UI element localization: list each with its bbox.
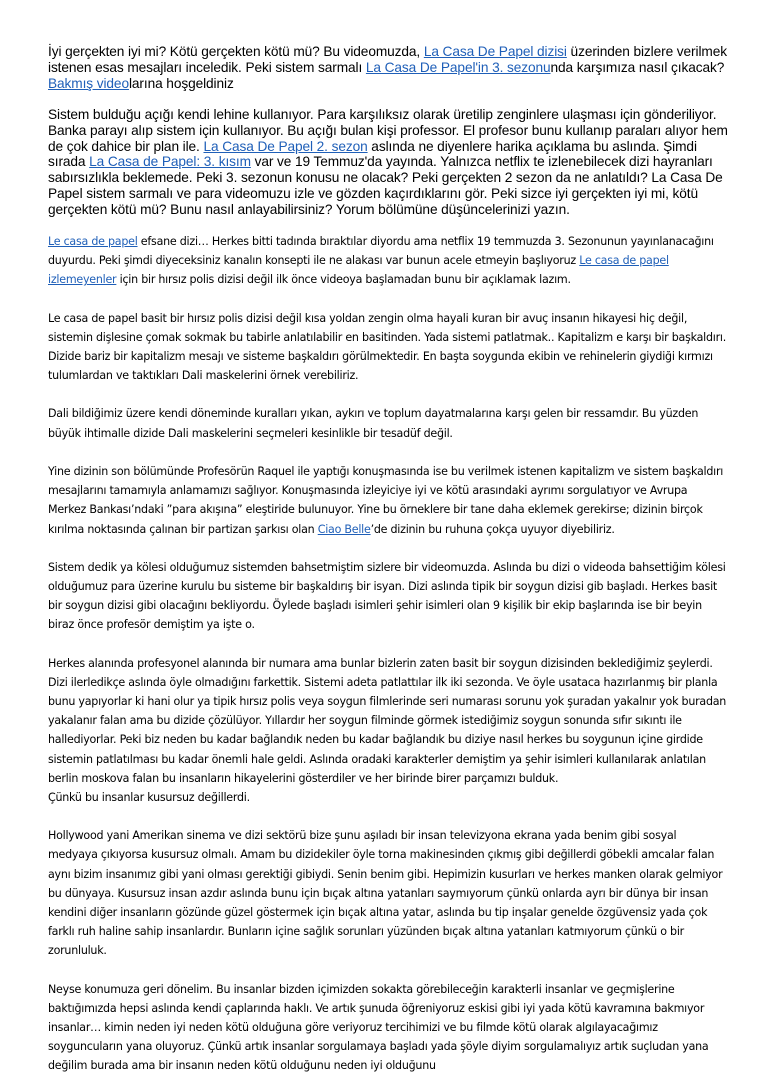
text-run: var ve 19 Temmuz'da yayında. Yalnızca netflix te izlenebilecek dizi hayranları sabırsızlıkla beklemede. Peki 3. sezonun konusu ne olacak? Peki gerçekten 2 sezon da ne anlatıldı? La Casa De Papel sistem sarmalı ve para videomuzu izle ve gözden kaçırdıklarını gör. Peki sizce iyi gerçekten iyi mi, kötü gerçekten kötü mü? Bunu nasıl anlayabilirsiniz? Yorum bölümüne düşüncelerinizi yazın. bbox=[48, 154, 723, 218]
article-paragraph-3: Dali bildiğimiz üzere kendi döneminde kuralları yıkan, aykırı ve toplum dayatmalarına karşı gelen bir ressamdır. Bu yüzden büyük ihtimalle dizide Dali maskelerini seçmeleri kesinlikle bir tesadüf değil. bbox=[48, 407, 699, 440]
text-run: larına hoşgeldiniz bbox=[128, 75, 234, 91]
text-run: efsane dizi… Herkes bitti tadında bıraktılar diyordu ama netflix 19 temmuzda 3. Sezonunun yayınlanacağını duyurdu. Peki şimdi diyeceksiniz kanalın konsepti ile ne alakası var bunun acele etmeyin başlıyoruz bbox=[48, 235, 714, 268]
link-le-casa-de-papel[interactable]: Le casa de papel bbox=[48, 235, 138, 249]
text-run: İyi gerçekten iyi mi? Kötü gerçekten kötü mü? Bu videomuzda, bbox=[48, 44, 424, 59]
link-sezon-3[interactable]: La Casa De Papel'in 3. sezonu bbox=[365, 59, 551, 75]
article-paragraph-1 bbox=[48, 232, 728, 290]
intro-paragraph-2 bbox=[48, 107, 728, 218]
text-run: aslında ne diyenlere harika açıklama bu aslında. Şimdi sırada bbox=[48, 138, 697, 170]
article-paragraph-8: Hollywood yani Amerikan sinema ve dizi sektörü bize şunu aşıladı bir insan televizyona ekrana yada benim gibi sosyal medyaya çıkıyorsa kusursuz olmalı. Amam bu dizidekiler öyle torna makinesinden çıkmış gibi değillerdi göbekli amcalar falan aynı bizim insanımız gibi yani olması gerektiği gibiydi. Senin benim gibi. Hepimizin kusurları ve herkes manken olarak gelmiyor bu dünyaya. Kusursuz insan azdır aslında bunu için bıçak altına yatanları saymıyorum çünkü onlarda ayrı bir dünya bir insan kendini diğer insanların gözünde güzel göstermek için bıçak altına yatar, aslında bu tip inşalar genelde özgüvensiz yada çok farklı ruh haline sahip insanlardır. Bunların içine sağlık sorunları yüzünden bıçak altına yatanları katmıyorum çünkü o bir zorunluluk. bbox=[48, 829, 723, 958]
article-paragraph-9: Neyse konumuza geri dönelim. Bu insanlar bizden içimizden sokakta görebileceğin karakterli insanlar ve geçmişlerine baktığımızda hepsi aslında kendi çaplarında haklı. Ve artık şunuda öğreniyoruz eskisi gibi iyi yada kötü kavramına bakmıyor insanlar… kimin neden iyi neden kötü olduğuna göre veriyoruz tercihimizi ve bu filmde kötü olarak algılayacağımız soyguncuların yana oluyoruz. Çünkü artık insanlar sorgulamaya başladı yada şöyle diyim sorgulamalıyız artık suçludan yana değilim burada ama bir insanın neden kötü olduğunu neden iyi olduğunu bbox=[48, 982, 709, 1073]
text-run: ’de dizinin bu ruhuna çokça uyuyor diyebiliriz. bbox=[370, 522, 615, 536]
article-paragraph-7: Çünkü bu insanlar kusursuz değillerdi. bbox=[48, 790, 250, 804]
document-page bbox=[48, 44, 728, 1076]
article-paragraph-6: Herkes alanında profesyonel alanında bir numara ama bunlar bizlerin zaten basit bir soygun dizisinden beklediğimiz şeylerdi. Dizi ilerledikçe aslında öyle olmadığını farkettik. Sistemi adeta patlattılar ilk iki sezonda. Ve öyle usataca hazırlanmış bir planla bunu yapıyorlar ki hani olur ya tipik hırsız polis veya soygun filmlerinde seri numarası sorunu yok şuradan yakalnır yok buradan yakalanır falan ama bu dizide çözülüyor. Yıllardır her soygun filminde görmek istediğimiz soygun sonunda sıfır sıkıntı ile hallediyorlar. Peki biz neden bu kadar bağlandık neden bu kadar bağlandık bu diziye nasıl herkes bu soygunun içine girdide sistemin patlatılması bu kadar önemli hale geldi. Aslında oradaki karakterler demiştim ya şehir isimleri kullanılarak anlatılan berlin moskova falan bu insanların hikayelerini gösterdiler ve her birinde birer parçamızı bulduk. bbox=[48, 656, 727, 785]
link-sezon-2[interactable]: La Casa De Papel 2. sezon bbox=[203, 138, 368, 154]
text-run: için bir hırsız polis dizisi değil ilk önce videoya başlamadan bunu bir açıklamak lazım. bbox=[116, 273, 571, 287]
article-paragraph-2: Le casa de papel basit bir hırsız polis dizisi değil kısa yoldan zengin olma hayali kuran bir avuç insanın hikayesi hiç değil, sistemin dişlesine çomak sokmak bu tabirle anlatılabilir en basitinden. Yada sistemi patlatmak.. Kapitalizm e karşı bir başkaldırı. Dizide bariz bir kapitalizm mesajı ve sisteme başkaldırı görülmektedir. En başta soygunda ekibin ve rehinelerin giydiği kırmızı tulumlardan ve taktıkları Dali maskelerini örnek verebiliriz. bbox=[48, 311, 727, 383]
text-run: Yine dizinin son bölümünde Profesörün Raquel ile yaptığı konuşmasında ise bu verilmek istenen kapitalizm ve sistem başkaldırı mesajlarını tamamıyla anlamamızı sağlıyor. Konuşmasında izleyiciye iyi ve kötü arasındaki ayrımı sorgulatıyor ve Avrupa Merkez Bankası’ndaki ”para akışına” eleştiride bulunuyor. Yine bu örneklere bir tane daha eklemek gerekirse; dizinin birçok kırılma noktasında çalınan bir partizan şarkısı olan bbox=[48, 464, 724, 536]
link-ciao-belle[interactable]: Ciao Belle bbox=[317, 522, 371, 536]
link-bakmis-video[interactable]: Bakmış video bbox=[48, 75, 129, 91]
link-3-kisim[interactable]: La Casa de Papel: 3. kısım bbox=[89, 154, 251, 170]
article-paragraph-4 bbox=[48, 462, 728, 539]
text-run: üzerinden bizlere verilmek istenen esas mesajları inceledik. Peki sistem sarmalı bbox=[48, 44, 727, 75]
text-run: Sistem bulduğu açığı kendi lehine kullanıyor. Para karşılıksız olarak üretilip zenginlere ulaşması için gönderiliyor. Banka parayı alıp sistem için kullanıyor. Bu açığı bulan kişi professor. El profesor bunu kullanıp paraları alıyor hem de çok dahice bir plan ile. bbox=[48, 106, 728, 154]
article-paragraph-5: Sistem dedik ya kölesi olduğumuz sistemden bahsetmiştim sizlere bir videomuzda. Aslında bu dizi o videoda bahsettiğim kölesi olduğumuz para üzerine kurulu bu sisteme bir başkaldırış bir isyan. Dizi aslında tipik bir soygun dizisi gib başladı. Herkes basit bir soygun dizisi gibi olacağını bekliyordu. Öylede başladı isimleri şehir isimleri olan 9 kişilik bir ekip başlarında ise bir beyin biraz önce profesör demiştim ya işte o. bbox=[48, 560, 726, 632]
link-la-casa-de-papel-dizisi[interactable]: La Casa De Papel dizisi bbox=[423, 44, 567, 59]
text-run: nda karşımıza nasıl çıkacak? bbox=[550, 59, 725, 75]
intro-paragraph-1 bbox=[48, 44, 728, 92]
link-le-casa-de-papel-izlemeyenler[interactable]: Le casa de papel izlemeyenler bbox=[48, 254, 669, 287]
